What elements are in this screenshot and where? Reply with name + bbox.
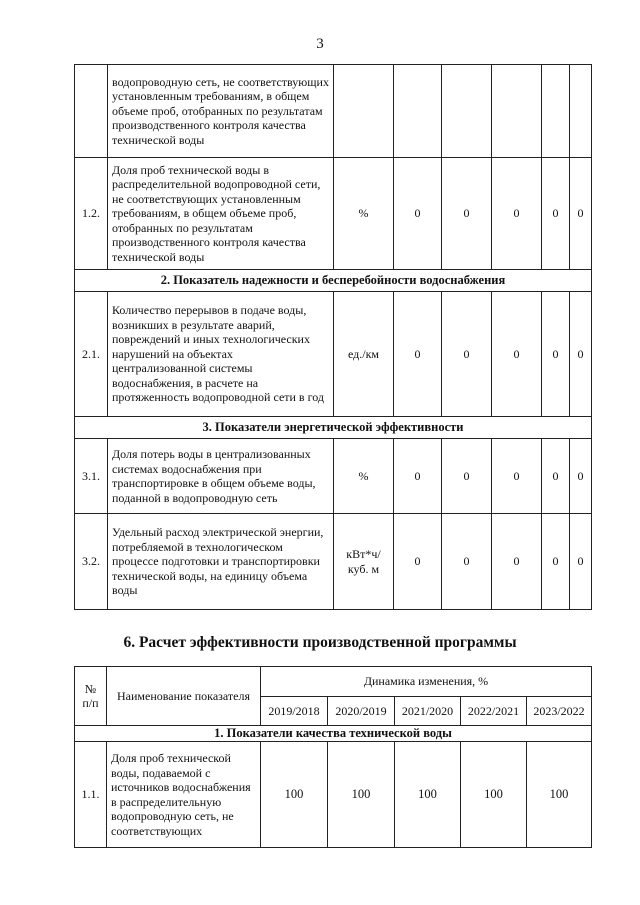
value: 0 — [442, 158, 492, 270]
indicator-name: Удельный расход электрической энергии, потребляемой в технологическом процессе подготовки и транспортировки технической воды, на единицу объема воды — [108, 514, 334, 610]
value: 0 — [394, 158, 442, 270]
table-row — [75, 65, 592, 158]
value: 100 — [261, 742, 328, 848]
section-row — [75, 726, 592, 742]
header-dynamics: Динамика изменения, % — [261, 667, 592, 697]
efficiency-table — [74, 666, 592, 848]
indicators-table — [74, 64, 592, 610]
value: 0 — [542, 439, 570, 514]
value: 0 — [394, 514, 442, 610]
unit: % — [334, 439, 394, 514]
value: 0 — [542, 158, 570, 270]
header-number: № п/п — [75, 667, 107, 726]
section-title: 6. Расчет эффективности производственной программы — [123, 634, 517, 651]
page-number: 3 — [316, 36, 324, 52]
header-row — [75, 667, 592, 697]
row-number: 1.1. — [75, 742, 107, 848]
row-number: 3.2. — [75, 514, 108, 610]
value: 0 — [492, 158, 542, 270]
unit: ед./км — [334, 292, 394, 417]
value: 0 — [542, 514, 570, 610]
value: 0 — [492, 439, 542, 514]
value: 0 — [570, 292, 592, 417]
year-header: 2019/2018 — [261, 697, 328, 726]
value: 0 — [442, 292, 492, 417]
value: 0 — [394, 439, 442, 514]
indicator-name: Доля потерь воды в централизованных системах водоснабжения при транспортировке в общем объеме воды, поданной в водопроводную сеть — [108, 439, 334, 514]
value: 100 — [395, 742, 461, 848]
indicator-name: Доля проб технической воды в распределительной водопроводной сети, не соответствующих установленным требованиям, в общем объеме проб, отобранных по результатам производственного контроля качества технической воды — [108, 158, 334, 270]
year-header: 2022/2021 — [461, 697, 527, 726]
year-header: 2023/2022 — [527, 697, 592, 726]
table-row — [75, 292, 592, 417]
section-row — [75, 417, 592, 439]
value: 100 — [527, 742, 592, 848]
section-heading: 3. Показатели энергетической эффективности — [75, 417, 592, 439]
row-number: 2.1. — [75, 292, 108, 417]
year-header: 2020/2019 — [328, 697, 395, 726]
year-header: 2021/2020 — [395, 697, 461, 726]
value: 0 — [442, 514, 492, 610]
indicator-name: Количество перерывов в подаче воды, возникших в результате аварий, повреждений и иных технологических нарушений на объектах централизованной системы водоснабжения, в расчете на протяженность водопроводной сети в год — [108, 292, 334, 417]
table-row — [75, 158, 592, 270]
section-row — [75, 270, 592, 292]
value: 0 — [542, 292, 570, 417]
section-heading: 2. Показатель надежности и бесперебойности водоснабжения — [75, 270, 592, 292]
section-heading: 1. Показатели качества технической воды — [75, 726, 592, 742]
value: 0 — [492, 514, 542, 610]
indicator-name: Доля проб технической воды, подаваемой с источников водоснабжения в распределительную водопроводную сеть, не соответствующих — [107, 742, 261, 848]
header-name: Наименование показателя — [107, 667, 261, 726]
row-number: 3.1. — [75, 439, 108, 514]
value: 100 — [328, 742, 395, 848]
value: 0 — [570, 158, 592, 270]
indicator-name: водопроводную сеть, не соответствующих установленным требованиям, в общем объеме проб, отобранных по результатам производственного контроля качества технической воды — [108, 65, 334, 158]
row-number: 1.2. — [75, 158, 108, 270]
value: 100 — [461, 742, 527, 848]
value: 0 — [570, 439, 592, 514]
unit: % — [334, 158, 394, 270]
table-row — [75, 514, 592, 610]
value: 0 — [570, 514, 592, 610]
value: 0 — [394, 292, 442, 417]
unit: кВт*ч/ куб. м — [334, 514, 394, 610]
table-row — [75, 742, 592, 848]
value: 0 — [442, 439, 492, 514]
value: 0 — [492, 292, 542, 417]
table-row — [75, 439, 592, 514]
